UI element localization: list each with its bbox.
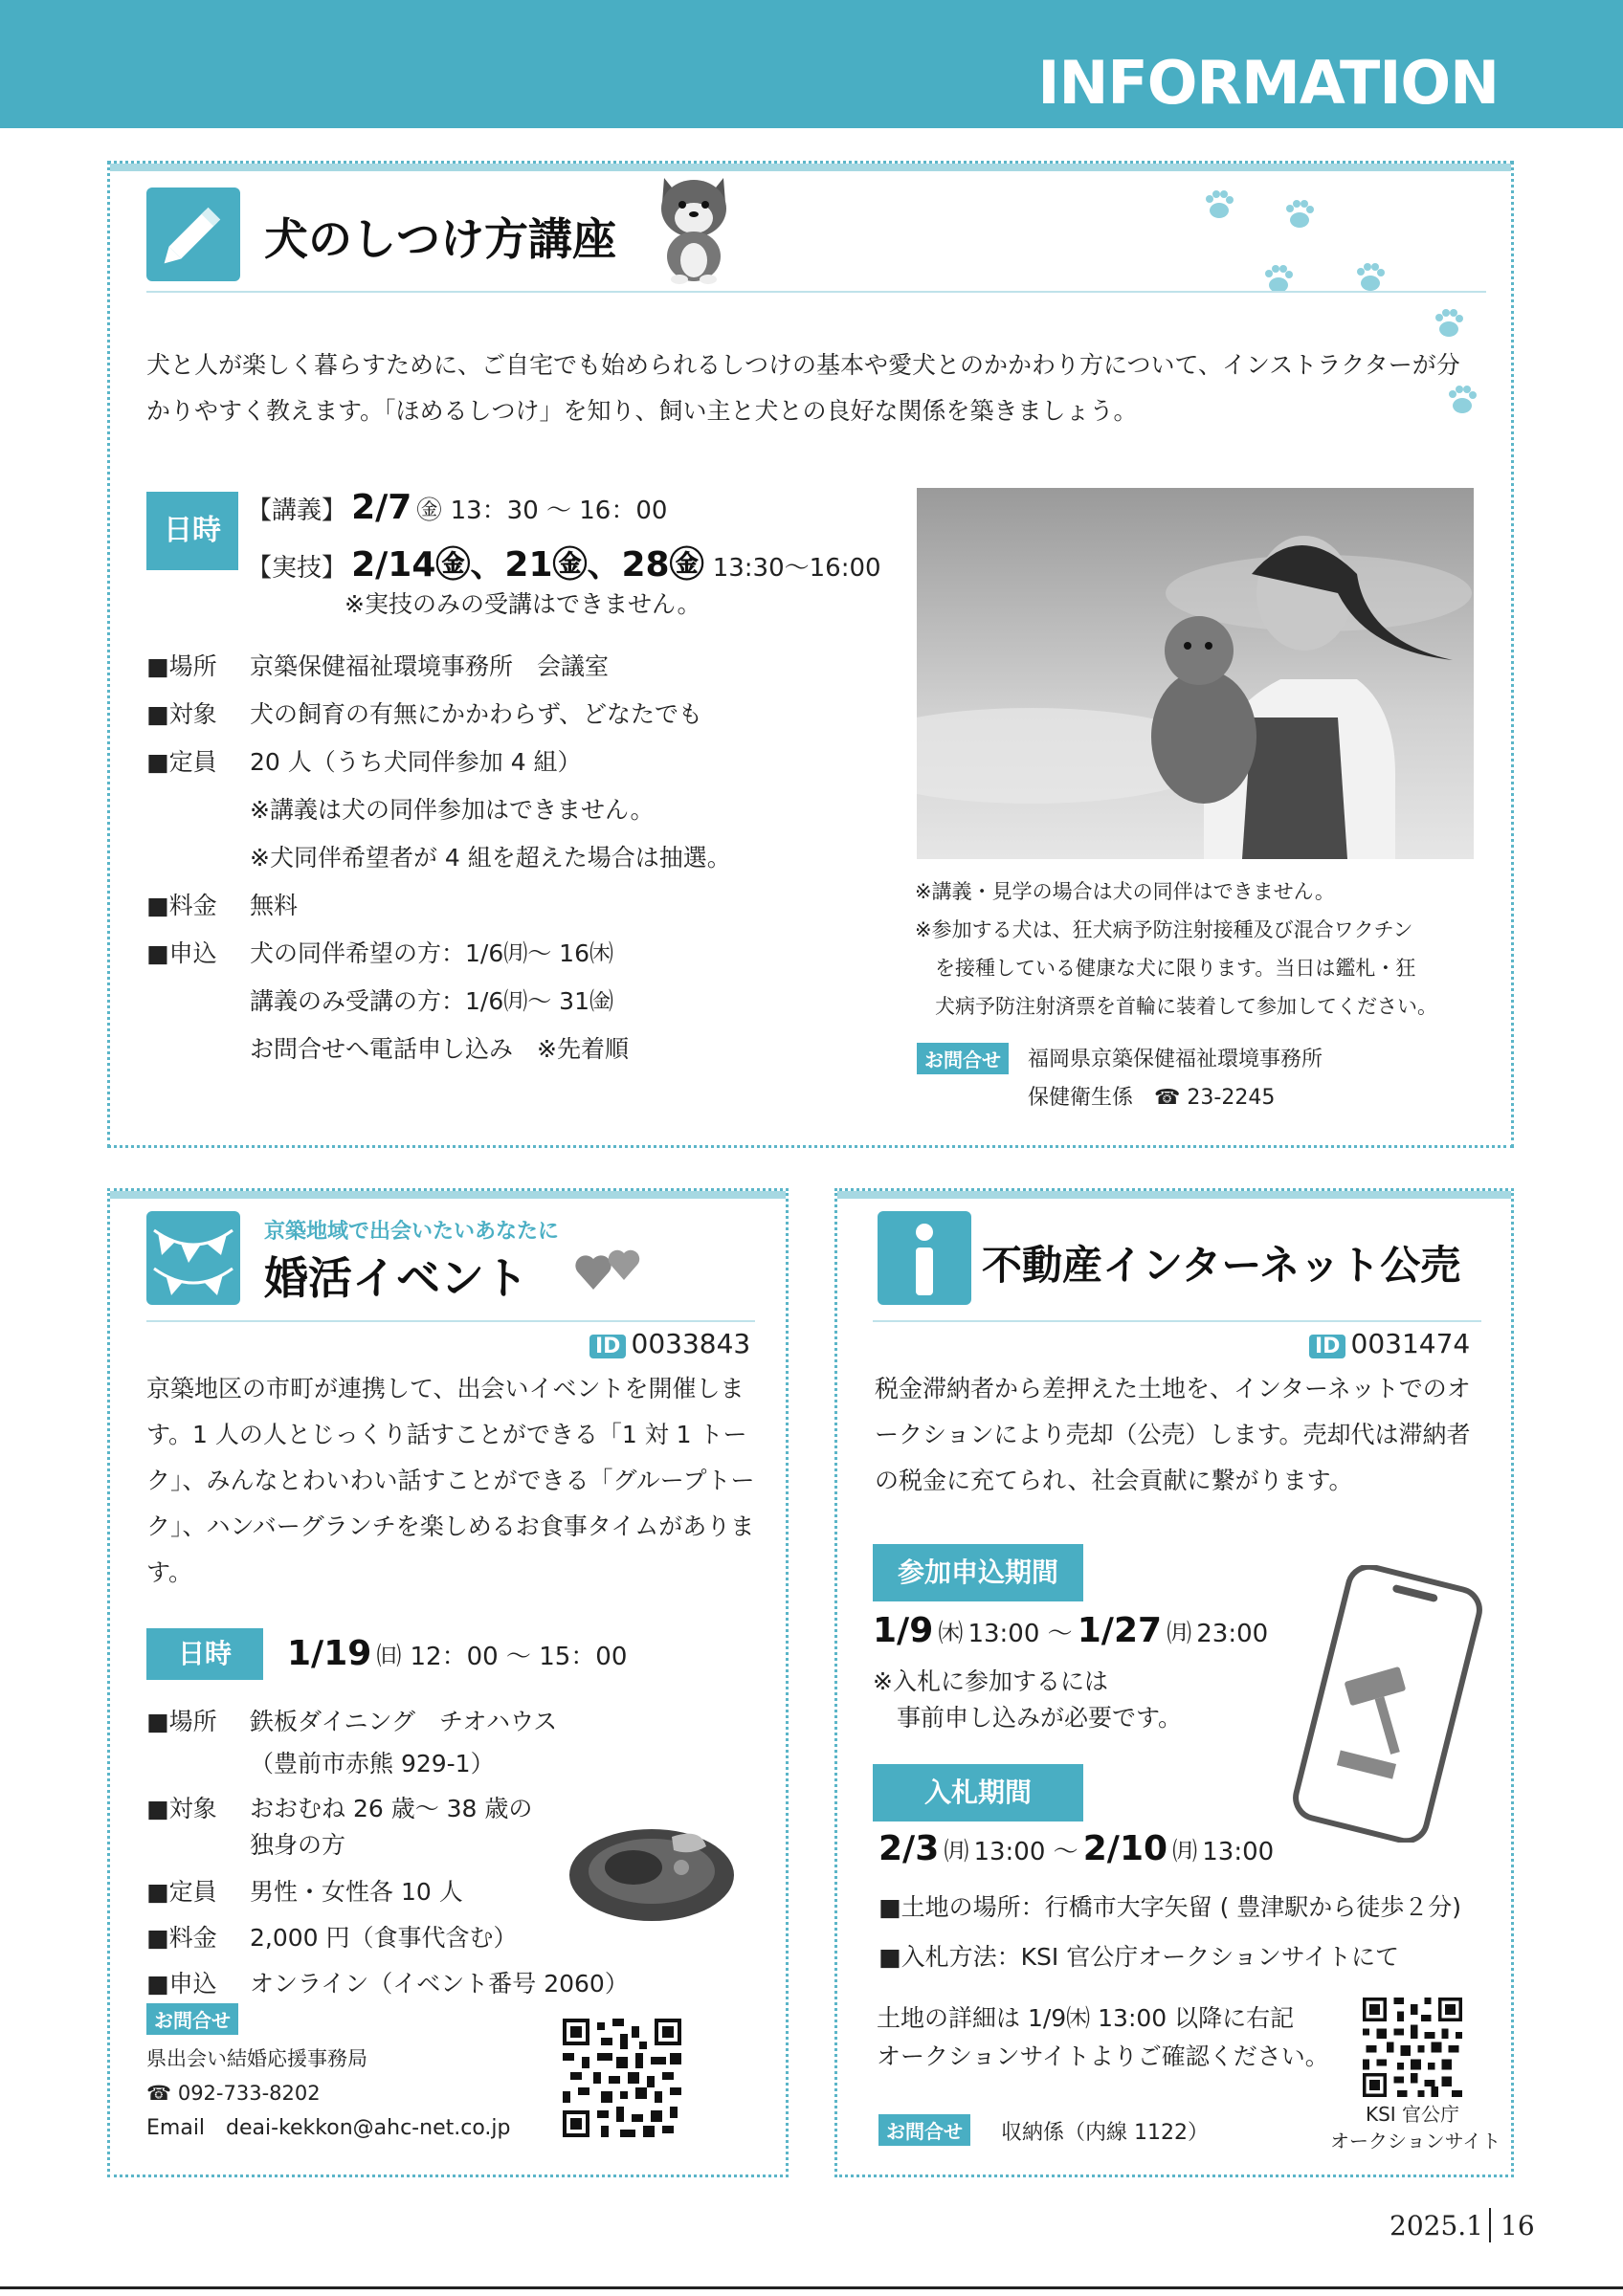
detail-key: ■場所 [146,1708,217,1735]
detail-row [146,643,874,691]
detail-value: 2,000 円（食事代含む） [250,1924,518,1952]
apply-period-row [873,1611,1268,1650]
apply-end-time: 23:00 [1196,1620,1269,1648]
practice-row [247,538,881,586]
konkatsu-subtitle: 京築地域で出会いたいあなたに [264,1220,560,1244]
bid-method: ■入札方法：KSI 官公庁オークションサイトにて [878,1943,1399,1971]
photo-note-line: ※講義・見学の場合は犬の同伴はできません。 [915,880,1335,903]
detail-value: 20 人（うち犬同伴参加 4 組） [250,748,582,776]
contact-line: 県出会い結婚応援事務局 [146,2047,367,2070]
land-detail-1: 土地の詳細は 1/9㈭ 13:00 以降に右記 [877,2004,1295,2032]
detail-key: ■申込 [146,939,217,967]
detail-key: ■定員 [146,1878,217,1906]
detail-value: オンライン（イベント番号 2060） [250,1970,629,1998]
title-rule [146,1320,755,1322]
contact-line: ☎ 092-733-8202 [146,2082,321,2105]
photo-note-line: ※参加する犬は、狂犬病予防注射接種及び混合ワクチン [915,918,1413,941]
issue-date: 2025.1 [1390,2210,1483,2241]
lecture-row [247,488,667,527]
info-icon [878,1211,971,1305]
detail-value: お問合せへ電話申し込み ※先着順 [250,1035,629,1063]
bid-end-date: 2/10 [1082,1829,1168,1868]
detail-value: 鉄板ダイニング チオハウス [250,1708,558,1735]
bid-end-time: 13:00 [1202,1838,1275,1866]
bottom-rule [0,2286,1623,2289]
qr-caption-line: オークションサイト [1330,2130,1501,2152]
konkatsu-date-row [287,1634,627,1673]
realestate-contact: 収納係（内線 1122） [1001,2121,1209,2145]
lecture-label: 【講義】 [247,497,347,525]
panel-top-bar [110,164,1511,171]
apply-note-1: ※入札に参加するには [873,1667,1108,1695]
dog-contact-line2: 保健衛生係 ☎ 23-2245 [1028,1086,1276,1110]
practice-note: ※実技のみの受講はできません。 [345,590,701,618]
contact-tag: お問合せ [917,1043,1009,1074]
detail-key: ■料金 [146,1924,217,1952]
practice-label: 【実技】 [247,554,347,583]
datetime-tag: 日時 [146,1628,263,1680]
qr-caption [1330,2101,1501,2154]
lecture-date: 2/7 [351,488,412,527]
photo-note-line: 犬病予防注射済票を首輪に装着して参加してください。 [915,995,1437,1018]
id-row [1309,1328,1470,1359]
id-badge: ID [1309,1335,1345,1358]
konkatsu-time: 12：00 ～ 15：00 [410,1643,628,1671]
qr-caption-line: KSI 官公庁 [1365,2103,1460,2126]
detail-value: 犬の飼育の有無にかかわらず、どなたでも [250,700,703,728]
apply-note-2: 事前申し込みが必要です。 [873,1704,1183,1732]
detail-value: （豊前市赤熊 929-1） [250,1750,495,1777]
detail-value: おおむね 26 歳～ 38 歳の [250,1795,533,1822]
detail-value: ※犬同伴希望者が 4 組を超えた場合は抽選。 [250,844,731,872]
detail-row [146,739,874,882]
bid-period-row [878,1829,1274,1868]
dog-course-title: 犬のしつけ方講座 [264,213,616,265]
detail-key: ■申込 [146,1970,217,1998]
detail-key: ■料金 [146,892,217,919]
contact-tag: お問合せ [146,2003,238,2035]
datetime-tag: 日時 [146,492,238,570]
apply-start-day: ㈭ [938,1620,964,1648]
detail-key: ■対象 [146,1795,217,1822]
detail-value: 独身の方 [250,1831,346,1859]
detail-value: ※講義は犬の同伴参加はできません。 [250,796,655,824]
bid-period-tag: 入札期間 [873,1764,1083,1821]
bunting-icon [146,1211,240,1305]
ksi-qr-code [1363,1998,1462,2097]
hearts-icon [574,1240,651,1297]
pencil-icon [146,188,240,281]
konkatsu-day: ㈰ [376,1643,402,1671]
dog-mascot-icon [651,168,737,285]
detail-key: ■場所 [146,652,217,680]
hamburger-plate-icon [567,1808,737,1927]
konkatsu-contact [146,2042,510,2147]
realestate-intro: 税金滞納者から差押えた土地を、インターネットでのオークションにより売却（公売）します。売却代は滞納者の税金に充てられ、社会貢献に繋がります。 [875,1375,1471,1494]
konkatsu-date: 1/19 [287,1634,372,1673]
detail-row [146,930,874,1073]
contact-line: Email deai-kekkon@ahc-net.co.jp [146,2116,511,2140]
lecture-time: 13：30 ～ 16：00 [450,497,668,525]
dog-contact-line1: 福岡県京築保健福祉環境事務所 [1028,1048,1323,1071]
practice-dates: 2/14㊎、21㊎、28㊎ [351,545,704,585]
detail-value: 無料 [250,892,299,919]
land-detail-2: オークションサイトよりご確認ください。 [877,2042,1329,2070]
title-rule [873,1320,1481,1322]
konkatsu-qr-code [563,2019,681,2137]
dog-course-intro: 犬と人が楽しく暮らすために、ご自宅でも始められるしつけの基本や愛犬とのかかわり方について、インストラクターが分かりやすく教えます。「ほめるしつけ」を知り、飼い主と犬との良好な関係を築きましょう。 [146,351,1460,425]
id-number: 0031474 [1350,1328,1471,1359]
id-number: 0033843 [631,1328,751,1359]
id-row [589,1328,750,1359]
detail-row [146,882,874,930]
apply-end-date: 1/27 [1077,1611,1163,1650]
detail-value: 京築保健福祉環境事務所 会議室 [250,652,610,680]
smartphone-gavel-icon [1292,1565,1483,1843]
page-number: 16 [1501,2210,1535,2241]
woman-with-dog-photo [917,488,1474,859]
id-badge: ID [589,1335,626,1358]
realestate-title: 不動産インターネット公売 [982,1242,1461,1289]
footer-divider [1489,2208,1491,2242]
contact-tag: お問合せ [878,2114,970,2146]
bid-start-day: ㈪ [944,1838,969,1866]
apply-start-date: 1/9 [873,1611,934,1650]
title-rule [146,291,1486,293]
bid-start-date: 2/3 [878,1829,940,1868]
bid-end-day: ㈪ [1172,1838,1198,1866]
panel-top-bar [837,1191,1511,1199]
detail-row [146,691,874,739]
detail-key: ■定員 [146,748,217,776]
dog-details-list [146,643,874,1073]
detail-key: ■対象 [146,700,217,728]
detail-value: 犬の同伴希望の方：1/6㈪～ 16㈭ [250,939,613,967]
detail-value: 講義のみ受講の方：1/6㈪～ 31㈮ [250,987,613,1015]
konkatsu-title: 婚活イベント [264,1252,528,1304]
detail-row [146,1701,759,1785]
section-title: INFORMATION [1037,48,1499,118]
land-location: ■土地の場所：行橋市大字矢留 ( 豊津駅から徒歩２分) [878,1893,1462,1921]
lecture-day: ㊎ [416,497,442,525]
apply-period-tag: 参加申込期間 [873,1544,1083,1601]
apply-end-day: ㈪ [1167,1620,1192,1648]
practice-time: 13:30～16:00 [712,554,881,583]
photo-notes [915,872,1489,1026]
detail-row [146,1961,759,2007]
apply-start-time: 13:00 ～ [967,1620,1073,1648]
konkatsu-intro: 京築地区の市町が連携して、出会いイベントを開催します。1 人の人とじっくり話すことができる「1 対 1 トーク」、みんなとわいわい話すことができる「グループトーク」、ハンバーグランチを楽しめるお食事タイムがあります。 [146,1375,755,1586]
detail-value: 男性・女性各 10 人 [250,1878,463,1906]
panel-top-bar [110,1191,786,1199]
bid-start-time: 13:00 ～ [973,1838,1078,1866]
photo-note-line: を接種している健康な犬に限ります。当日は鑑札・狂 [915,957,1416,980]
